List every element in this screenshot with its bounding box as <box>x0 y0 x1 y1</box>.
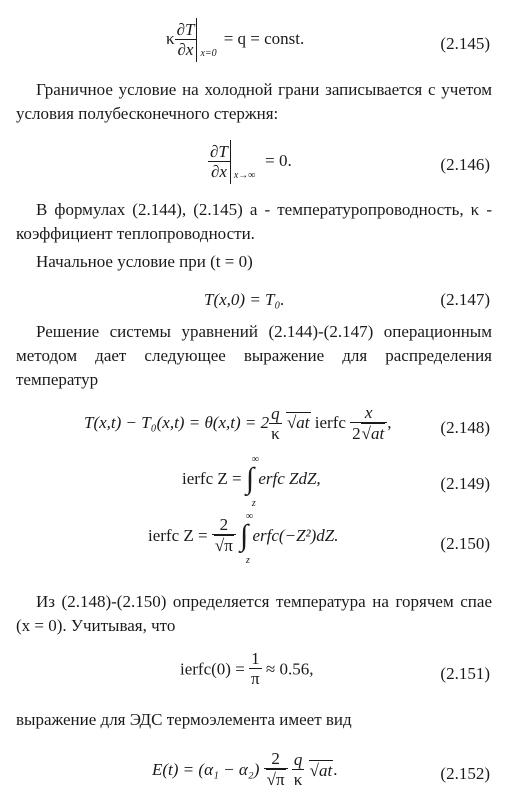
paragraph: В формулах (2.144), (2.145) a - температуропроводность, κ - коэффициент теплопроводности. <box>16 200 492 243</box>
paragraph: Граничное условие на холодной грани записывается с учетом условия полубесконечного стержня: <box>16 80 492 123</box>
paragraph: Решение системы уравнений (2.144)-(2.147) операционным методом дает следующее выражение для распределения температур <box>16 322 492 389</box>
equation-number: (2.146) <box>440 155 490 174</box>
equation-number: (2.150) <box>440 534 490 553</box>
paragraph: выражение для ЭДС термоэлемента имеет вид <box>16 710 352 729</box>
equation-number: (2.149) <box>440 474 490 493</box>
equation-number: (2.148) <box>440 418 490 437</box>
paragraph: Начальное условие при (t = 0) <box>36 252 253 271</box>
equation-number: (2.147) <box>440 290 490 309</box>
paragraph: Из (2.148)-(2.150) определяется температура на горячем спае (x = 0). Учитывая, что <box>16 592 492 635</box>
equation-2-152: E(t) = (α₁ − α₂) $\frac{2}{√\pi}$ $\frac{q}{\kappa}$ √at. <box>152 749 338 789</box>
equation-number: (2.145) <box>440 34 490 53</box>
equation-2-148: T(x,t) − T₀(x,t) = θ(x,t) = 2 $\frac{q}{\kappa}$ √at ierfc $\frac{x}{2√at}$ , <box>84 403 392 443</box>
equation-2-146: $\frac{\partial T}{\partial x}$ x→∞ = 0. <box>208 140 292 184</box>
equation-2-147: T(x,0) = T₀. <box>204 290 285 309</box>
equation-number: (2.151) <box>440 664 490 683</box>
equation-2-150: ierfc Z = $\frac{2}{√\pi}$ ∫ ∞ z erfc(−Z²)dZ. <box>148 511 339 566</box>
equation-2-149: ierfc Z = ∫ ∞ z erfc ZdZ, <box>182 454 321 509</box>
equation-2-145: κ $\frac{\partial T}{\partial x}$ x=0 = q = const. <box>166 18 304 62</box>
equation-2-151: ierfc(0) = $\frac{1}{\pi}$ ≈ 0.56, <box>180 649 314 688</box>
equation-number: (2.152) <box>440 764 490 783</box>
